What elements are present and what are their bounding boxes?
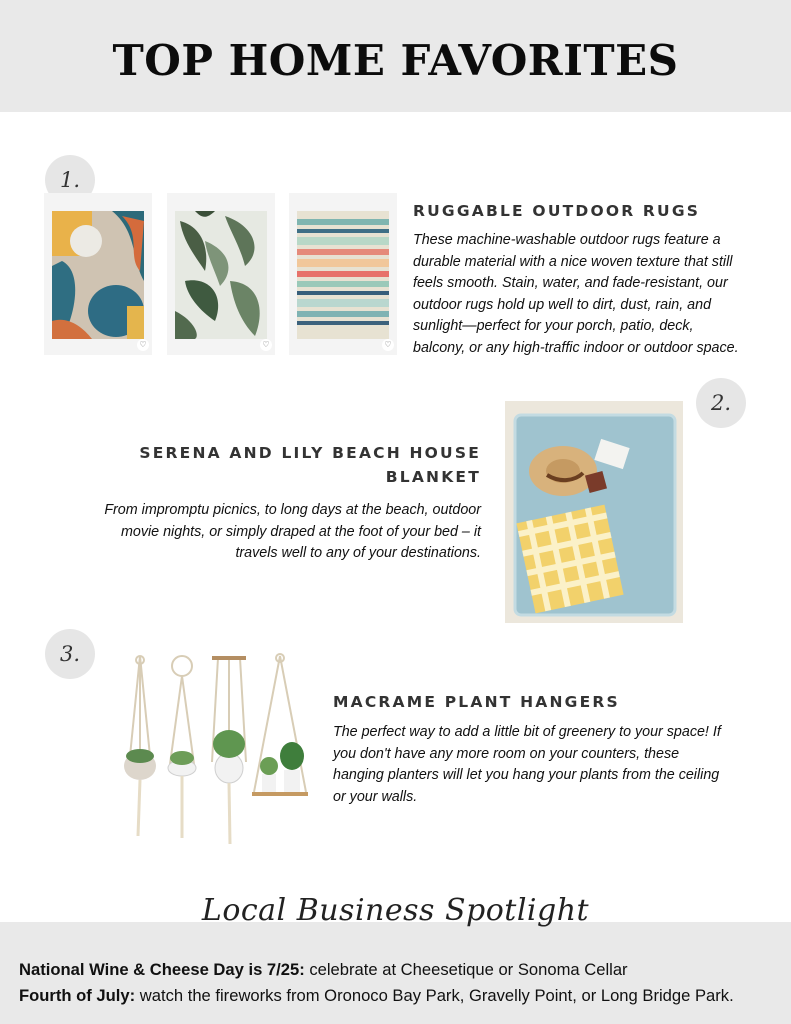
rug-card-abstract[interactable] <box>44 193 152 355</box>
rug-tropical-image <box>175 211 267 339</box>
heart-icon[interactable]: ♡ <box>260 339 272 351</box>
section-1-description: These machine-washable outdoor rugs feature a durable material with a nice woven texture that still feels smooth. Stain, water, and fade-resistant, our outdoor rugs hold up well to dirt, dust, rain, and sunlight—perfect for your porch, patio, deck, balcony, or any high-traffic indoor or outdoor space. <box>413 232 739 356</box>
beach-blanket-image <box>505 401 683 623</box>
page-title: TOP HOME FAVORITES <box>112 36 679 85</box>
section-2-title: SERENA AND LILY BEACH HOUSE BLANKET <box>139 444 481 486</box>
heart-icon[interactable]: ♡ <box>382 339 394 351</box>
rug-striped-image <box>297 211 389 339</box>
section-3-title: MACRAME PLANT HANGERS <box>333 693 620 711</box>
heart-icon[interactable]: ♡ <box>137 339 149 351</box>
section-1-number: 1. <box>45 155 95 205</box>
section-3-description: The perfect way to add a little bit of greenery to your space! If you don't have any more room on your counters, these hanging planters will let you hang your plants from the ceiling or your walls. <box>333 724 721 805</box>
spotlight-line-wine: National Wine & Cheese Day is 7/25: celebrate at Cheesetique or Sonoma Cellar <box>19 960 628 979</box>
spotlight-line-july: Fourth of July: watch the fireworks from Oronoco Bay Park, Gravelly Point, or Long Bridge Park. <box>19 986 734 1005</box>
spotlight-title: Local Business Spotlight <box>201 893 590 928</box>
section-1-title: RUGGABLE OUTDOOR RUGS <box>413 202 701 220</box>
macrame-hangers-image <box>112 652 318 848</box>
section-3-number: 3. <box>45 629 95 679</box>
section-2-description: From impromptu picnics, to long days at the beach, outdoor movie nights, or simply draped at the foot of your bed – it travels well to any of your destinations. <box>104 502 481 562</box>
rug-abstract-image <box>52 211 144 339</box>
rug-card-striped[interactable] <box>289 193 397 355</box>
rug-card-tropical[interactable] <box>167 193 275 355</box>
section-2-number: 2. <box>696 378 746 428</box>
